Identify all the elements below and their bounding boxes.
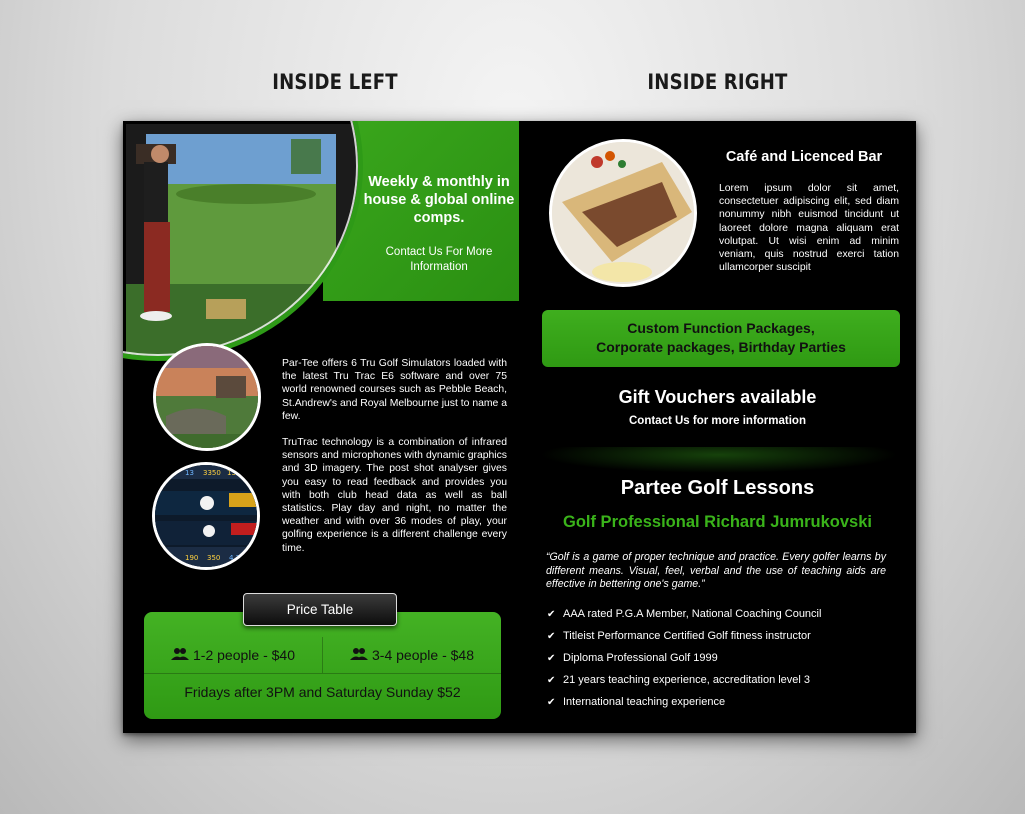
credentials-list [547, 603, 897, 713]
cafe-title: Café and Licenced Bar [725, 149, 883, 165]
inside-right-label: INSIDE RIGHT [647, 70, 788, 94]
trutrac-description-text: TruTrac technology is a combination of infrared sensors and microphones with dynamic graphics and 3D imagery. The post shot analyser gives you easy to read feedback and provides you with both club head data as well as ball statistics. Play day and night, no matter the weather and with over 36 modes of play, your golfing experience is a different challenge every time. [282, 437, 507, 554]
price-large-group-label: 3-4 people - $48 [372, 647, 474, 663]
credential-text: AAA rated P.G.A Member, National Coaching Council [563, 608, 822, 620]
people-icon [171, 638, 189, 674]
gift-vouchers-contact: Contact Us for more information [629, 415, 806, 427]
analyser-readout-1: 13 [185, 469, 194, 477]
analyser-readout-4: 4 [157, 554, 162, 562]
brochure-spread [123, 121, 916, 733]
price-large-group [323, 637, 501, 673]
analyser-readout-5: 190 [185, 554, 199, 562]
golf-lessons-title: Partee Golf Lessons [620, 477, 815, 499]
inside-left-panel [123, 121, 519, 733]
list-item [547, 603, 897, 625]
price-small-group [144, 637, 322, 673]
list-item [547, 625, 897, 647]
list-item [547, 669, 897, 691]
check-icon: ✔ [547, 697, 556, 708]
check-icon: ✔ [547, 653, 556, 664]
comps-title: Weekly & monthly in house & global online comps. [363, 174, 515, 226]
gift-vouchers-title: Gift Vouchers available [618, 387, 817, 407]
people-icon [350, 638, 368, 674]
check-icon: ✔ [547, 675, 556, 686]
check-icon: ✔ [547, 609, 556, 620]
price-table-title: Price Table [243, 593, 397, 626]
golf-professional-name: Golf Professional Richard Jumrukovski [562, 513, 872, 531]
inside-left-label: INSIDE LEFT [272, 70, 398, 94]
cafe-description-text: Lorem ipsum dolor sit amet, consectetuer adipiscing elit, sed diam nonummy nibh euismod tincidunt ut laoreet dolore magna aliquam erat volutpat. Ut wisi enim ad minim veniam, quis nostrud exerci tation ullamcorper suscipit [719, 183, 899, 274]
price-weekend: Fridays after 3PM and Saturday Sunday $52 [184, 684, 461, 700]
inside-right-panel [519, 121, 916, 733]
food-photo [549, 139, 697, 287]
credential-text: 21 years teaching experience, accreditation level 3 [563, 674, 811, 686]
function-line-1: Custom Function Packages, [627, 320, 815, 336]
analyser-readout-6: 350 [207, 554, 221, 562]
function-line-2: Corporate packages, Birthday Parties [596, 339, 846, 355]
analyser-readout-3: 13 [227, 469, 236, 477]
price-divider [144, 673, 501, 674]
credential-text: Diploma Professional Golf 1999 [563, 652, 718, 664]
shot-analyser-photo [152, 462, 260, 570]
analyser-readout-7: 4.3 [229, 554, 241, 562]
golf-course-photo [153, 343, 261, 451]
credential-text: Titleist Performance Certified Golf fitness instructor [563, 630, 811, 642]
golf-quote: “Golf is a game of proper technique and practice. Every golfer learns by different means. Visual, feel, verbal and the use of teaching aids are effective in bettering one's game.” [546, 551, 886, 591]
analyser-readout-2: 3350 [203, 469, 221, 477]
check-icon: ✔ [547, 631, 556, 642]
credential-text: International teaching experience [563, 696, 726, 708]
simulators-intro-text: Par-Tee offers 6 Tru Golf Simulators loaded with the latest Tru Trac E6 software and over 75 world renowned courses such as Pebble Beach, St.Andrew's and Royal Melbourne just to name a few. [282, 358, 507, 422]
price-small-group-label: 1-2 people - $40 [193, 647, 295, 663]
function-packages-text [542, 319, 900, 357]
list-item [547, 647, 897, 669]
golf-simulator-photo [123, 121, 363, 361]
comps-contact-text: Contact Us For More Information [385, 246, 493, 273]
list-item [547, 691, 897, 713]
section-divider [539, 447, 899, 473]
